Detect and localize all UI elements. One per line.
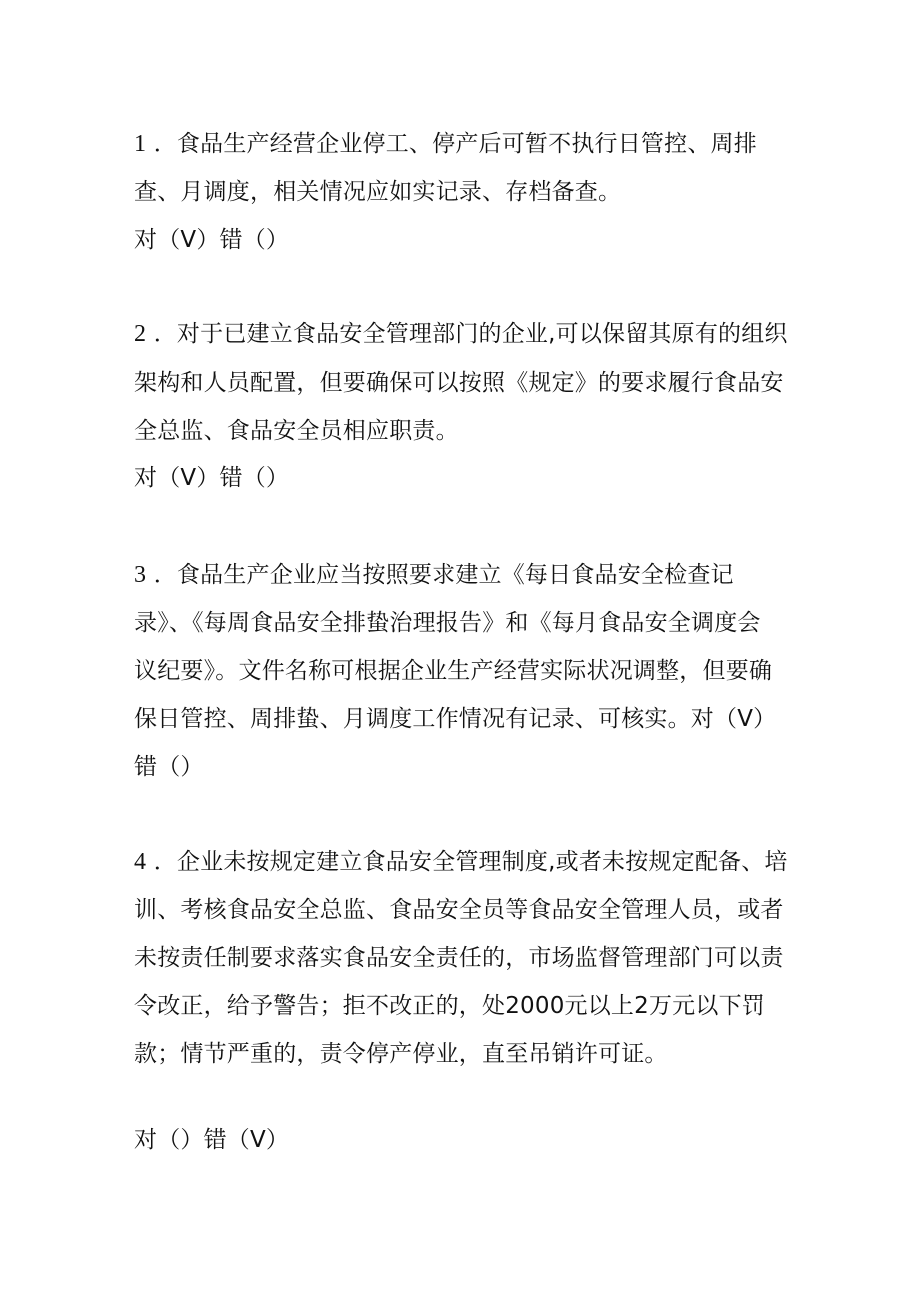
question-3-line-1 [134, 558, 734, 592]
question-1-number: 1 [134, 131, 147, 157]
question-3-line-3: 议纪要》。文件名称可根据企业生产经营实际状况调整，但要确 [134, 658, 773, 684]
question-4-line-2: 训、考核食品安全总监、食品安全员等食品安全管理人员，或者 [134, 897, 784, 923]
question-4-line-1 [134, 845, 788, 879]
question-3-line-2: 录》、《每周食品安全排蛰治理报告》和《每月食品安全调度会 [134, 610, 761, 636]
question-3-text-1: ．食品生产企业应当按照要求建立《每日食品安全检查记 [153, 562, 734, 588]
question-2-line-2: 架构和人员配置，但要确保可以按照《规定》的要求履行食品安 [134, 370, 784, 396]
question-3-number: 3 [134, 562, 147, 588]
question-2-line-1 [134, 317, 788, 351]
question-1-line-1 [134, 127, 757, 161]
question-2-number: 2 [134, 321, 147, 347]
question-4-line-3: 未按责任制要求落实食品安全责任的，市场监督管理部门可以责 [134, 945, 784, 971]
question-3-line-4: 保日管控、周排蛰、月调度工作情况有记录、可核实。对（V） [134, 706, 777, 732]
question-4-number: 4 [134, 849, 147, 875]
question-2-line-3: 全总监、食品安全员相应职责。 [134, 418, 459, 444]
question-2-text-1: ．对于已建立食品安全管理部门的企业,可以保留其原有的组织 [153, 321, 788, 347]
question-1-line-2: 查、月调度，相关情况应如实记录、存档备查。 [134, 179, 622, 205]
question-3-answer: 错（） [134, 754, 204, 780]
question-4-text-1: ．企业未按规定建立食品安全管理制度,或者未按规定配备、培 [153, 849, 788, 875]
question-1-text-1: ．食品生产经营企业停工、停产后可暂不执行日管控、周排 [153, 131, 757, 157]
question-2-answer: 对（V）错（） [134, 465, 290, 491]
question-4-line-4: 令改正，给予警告；拒不改正的，处2000元以上2万元以下罚 [134, 993, 765, 1019]
question-4-answer: 对（）错（V） [134, 1127, 290, 1153]
question-1-answer: 对（V）错（） [134, 227, 290, 253]
question-4-line-5: 款；情节严重的，责令停产停业，直至吊销许可证。 [134, 1041, 668, 1067]
